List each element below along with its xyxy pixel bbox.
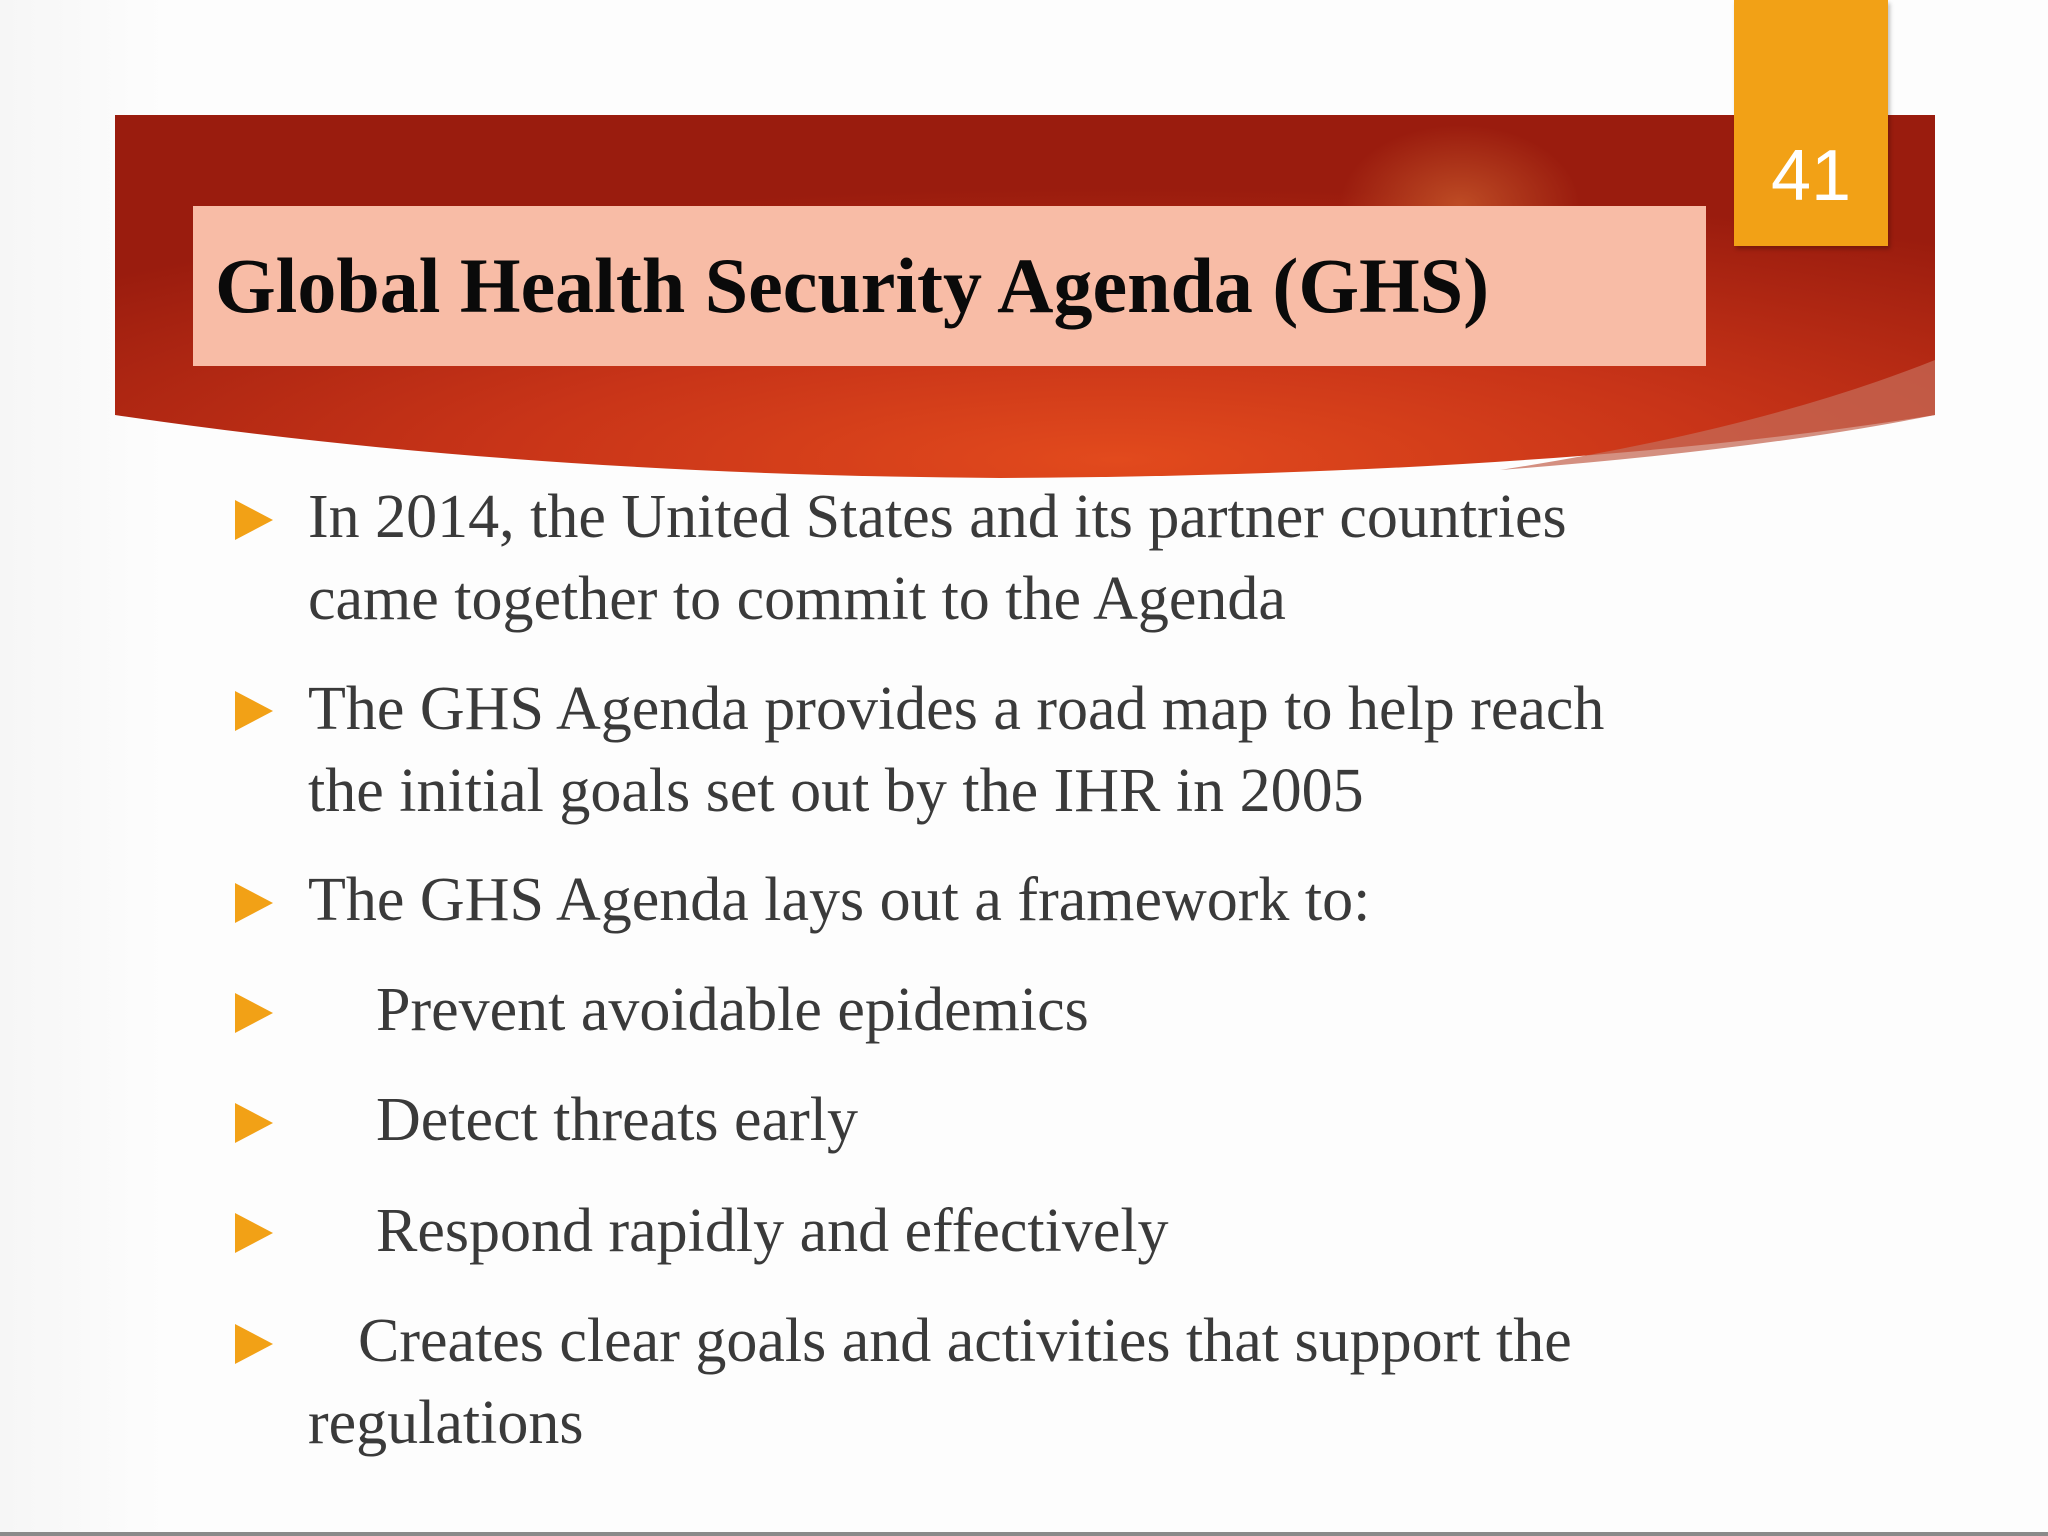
bullet-line: Prevent avoidable epidemics [376, 976, 1089, 1044]
bullet-line: The GHS Agenda lays out a framework to: [308, 866, 1371, 934]
triangle-arrow-icon [235, 993, 273, 1033]
bullet-line: The GHS Agenda provides a road map to help reach [308, 675, 1605, 743]
bullet-line: Creates clear goals and activities that support the [358, 1307, 1572, 1375]
bullet-line: Respond rapidly and effectively [376, 1197, 1169, 1265]
slide-title: Global Health Security Agenda (GHS) [215, 242, 1490, 329]
bullet-line: the initial goals set out by the IHR in 2005 [308, 757, 1364, 825]
bullet-line: In 2014, the United States and its partner countries [308, 483, 1567, 551]
page-number: 41 [1770, 136, 1852, 216]
triangle-arrow-icon [235, 883, 273, 923]
triangle-arrow-icon [235, 500, 273, 540]
triangle-arrow-icon [235, 691, 273, 731]
bullet-line: regulations [308, 1389, 584, 1457]
triangle-arrow-icon [235, 1324, 273, 1364]
bullet-line: Detect threats early [376, 1086, 858, 1154]
bottom-border [0, 1532, 2048, 1536]
bullet-line: came together to commit to the Agenda [308, 565, 1286, 633]
triangle-arrow-icon [235, 1213, 273, 1253]
triangle-arrow-icon [235, 1103, 273, 1143]
